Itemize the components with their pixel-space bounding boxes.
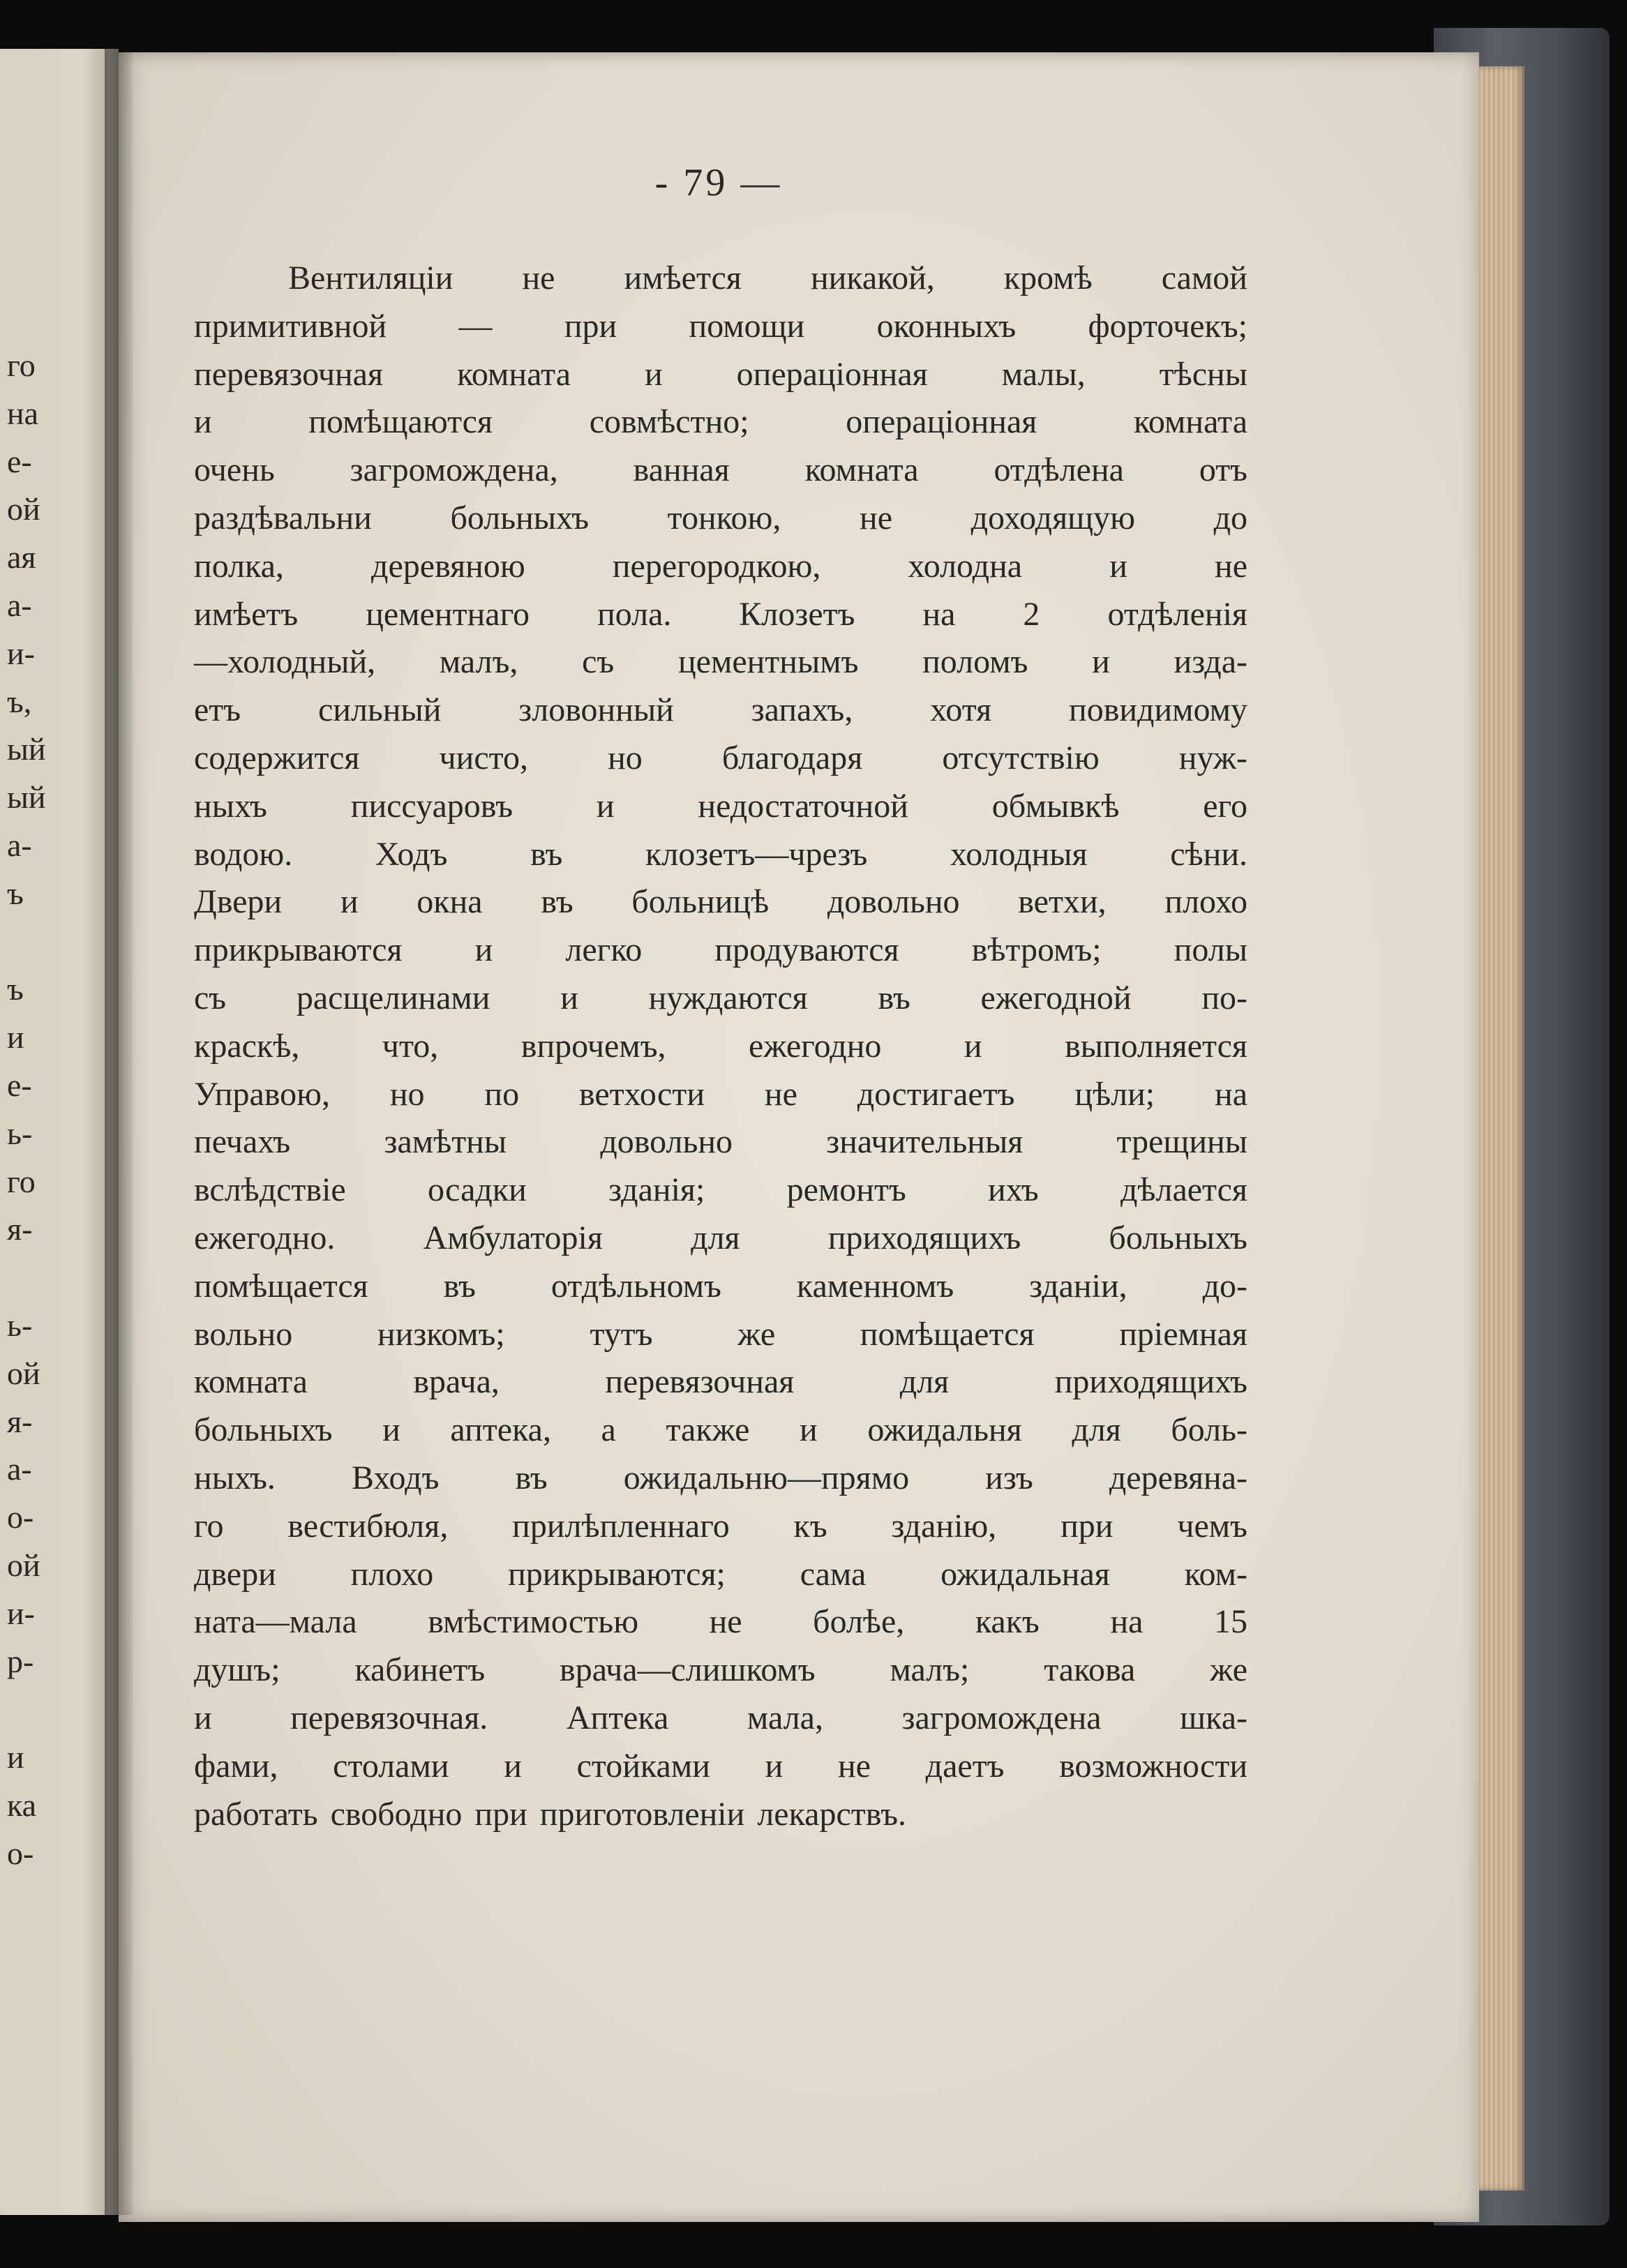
previous-page-line-fragment: а- [7, 587, 32, 623]
body-paragraph [194, 255, 1247, 1838]
page-block-edges [1476, 66, 1524, 2191]
previous-page-line-fragment: я- [7, 1403, 33, 1439]
text-line: вольно низкомъ; тутъ же помѣщается пріемная [194, 1315, 1247, 1353]
previous-page-line-fragment: и- [7, 1595, 35, 1631]
previous-page-line-fragment: е- [7, 443, 32, 479]
text-line: фами, столами и стойками и не даетъ возможности [194, 1747, 1247, 1785]
text-line: печахъ замѣтны довольно значительныя трещины [194, 1123, 1247, 1161]
previous-page-line-fragment: о- [7, 1835, 34, 1871]
previous-page-line-fragment: ъ [7, 875, 24, 911]
previous-page-line-fragment: и [7, 1739, 24, 1775]
previous-page-line-fragment: ь- [7, 1115, 33, 1151]
previous-page-line-fragment: ый [7, 731, 46, 767]
book-gutter [105, 49, 133, 2215]
text-line: го вестибюля, прилѣпленнаго къ зданію, при чемъ [194, 1507, 1247, 1545]
previous-page-line-fragment: и [7, 1019, 24, 1056]
text-line: полка, деревяною перегородкою, холодна и не [194, 547, 1247, 585]
text-line: ежегодно. Амбулаторія для приходящихъ больныхъ [194, 1219, 1247, 1256]
previous-page-line-fragment [7, 1254, 46, 1302]
previous-page-line-fragment: а- [7, 1451, 32, 1487]
previous-page-line-fragment: ый [7, 779, 46, 816]
previous-page-line-fragment: ой [7, 1355, 40, 1391]
text-line: краскѣ, что, впрочемъ, ежегодно и выполняется [194, 1027, 1247, 1065]
text-line: Вентиляціи не имѣется никакой, кромѣ самой [288, 260, 1247, 296]
text-line: прикрываются и легко продуваются вѣтромъ; полы [194, 931, 1247, 969]
text-line: ната—мала вмѣстимостью не болѣе, какъ на 15 [194, 1603, 1247, 1641]
page-number: - 79 — [654, 161, 783, 204]
previous-page-line-fragment: а- [7, 827, 32, 863]
text-line: душъ; кабинетъ врача—слишкомъ малъ; такова же [194, 1651, 1247, 1689]
previous-page-line-fragment: ъ, [7, 683, 32, 719]
text-line: етъ сильный зловонный запахъ, хотя повидимому [194, 691, 1247, 729]
previous-page-line-fragment: о- [7, 1499, 34, 1535]
text-line: очень загромождена, ванная комната отдѣлена отъ [194, 451, 1247, 489]
previous-page-text-fragments [7, 342, 46, 1878]
previous-page [0, 49, 119, 2215]
previous-page-line-fragment: ь- [7, 1307, 33, 1343]
previous-page-line-fragment: го [7, 1163, 36, 1199]
previous-page-line-fragment [7, 918, 46, 966]
text-line: ныхъ писсуаровъ и недостаточной обмывкѣ его [194, 787, 1247, 825]
text-line: и перевязочная. Аптека мала, загромождена шка- [194, 1699, 1247, 1736]
previous-page-line-fragment: ка [7, 1787, 37, 1823]
text-line: ныхъ. Входъ въ ожидальню—прямо изъ деревяна- [194, 1459, 1247, 1496]
text-line: примитивной — при помощи оконныхъ форточекъ; [194, 307, 1247, 345]
text-line: работать свободно при приготовленіи лекарствъ. [194, 1795, 907, 1833]
text-line: помѣщается въ отдѣльномъ каменномъ зданіи, до- [194, 1267, 1247, 1305]
text-line: —холодный, малъ, съ цементнымъ поломъ и изда- [194, 643, 1247, 681]
previous-page-line-fragment: ая [7, 539, 36, 576]
previous-page-line-fragment [7, 1685, 46, 1734]
previous-page-line-fragment: я- [7, 1211, 33, 1247]
text-line: съ расщелинами и нуждаются въ ежегодной по- [194, 979, 1247, 1016]
previous-page-line-fragment: ъ [7, 971, 24, 1007]
text-line: перевязочная комната и операціонная малы, тѣсны [194, 355, 1247, 393]
text-line: Двери и окна въ больницѣ довольно ветхи, плохо [194, 883, 1247, 921]
text-line: имѣетъ цементнаго пола. Клозетъ на 2 отдѣленія [194, 595, 1247, 633]
previous-page-line-fragment: р- [7, 1643, 34, 1679]
text-line: двери плохо прикрываются; сама ожидальная ком- [194, 1555, 1247, 1593]
previous-page-line-fragment: ой [7, 1547, 40, 1583]
text-line: содержится чисто, но благодаря отсутствію нуж- [194, 739, 1247, 776]
previous-page-line-fragment: и- [7, 635, 35, 671]
previous-page-line-fragment: го [7, 347, 36, 383]
text-line: Управою, но по ветхости не достигаетъ цѣли; на [194, 1075, 1247, 1113]
text-line: больныхъ и аптека, а также и ожидальня для боль- [194, 1411, 1247, 1449]
text-line: комната врача, перевязочная для приходящихъ [194, 1363, 1247, 1401]
previous-page-line-fragment: ой [7, 491, 40, 527]
text-line: раздѣвальни больныхъ тонкою, не доходящую до [194, 499, 1247, 536]
text-line: и помѣщаются совмѣстно; операціонная комната [194, 403, 1247, 441]
text-line: водою. Ходъ въ клозетъ—чрезъ холодныя сѣни. [194, 835, 1247, 873]
text-line: вслѣдствіе осадки зданія; ремонтъ ихъ дѣлается [194, 1171, 1247, 1209]
previous-page-line-fragment: на [7, 395, 39, 431]
previous-page-line-fragment: е- [7, 1067, 32, 1103]
